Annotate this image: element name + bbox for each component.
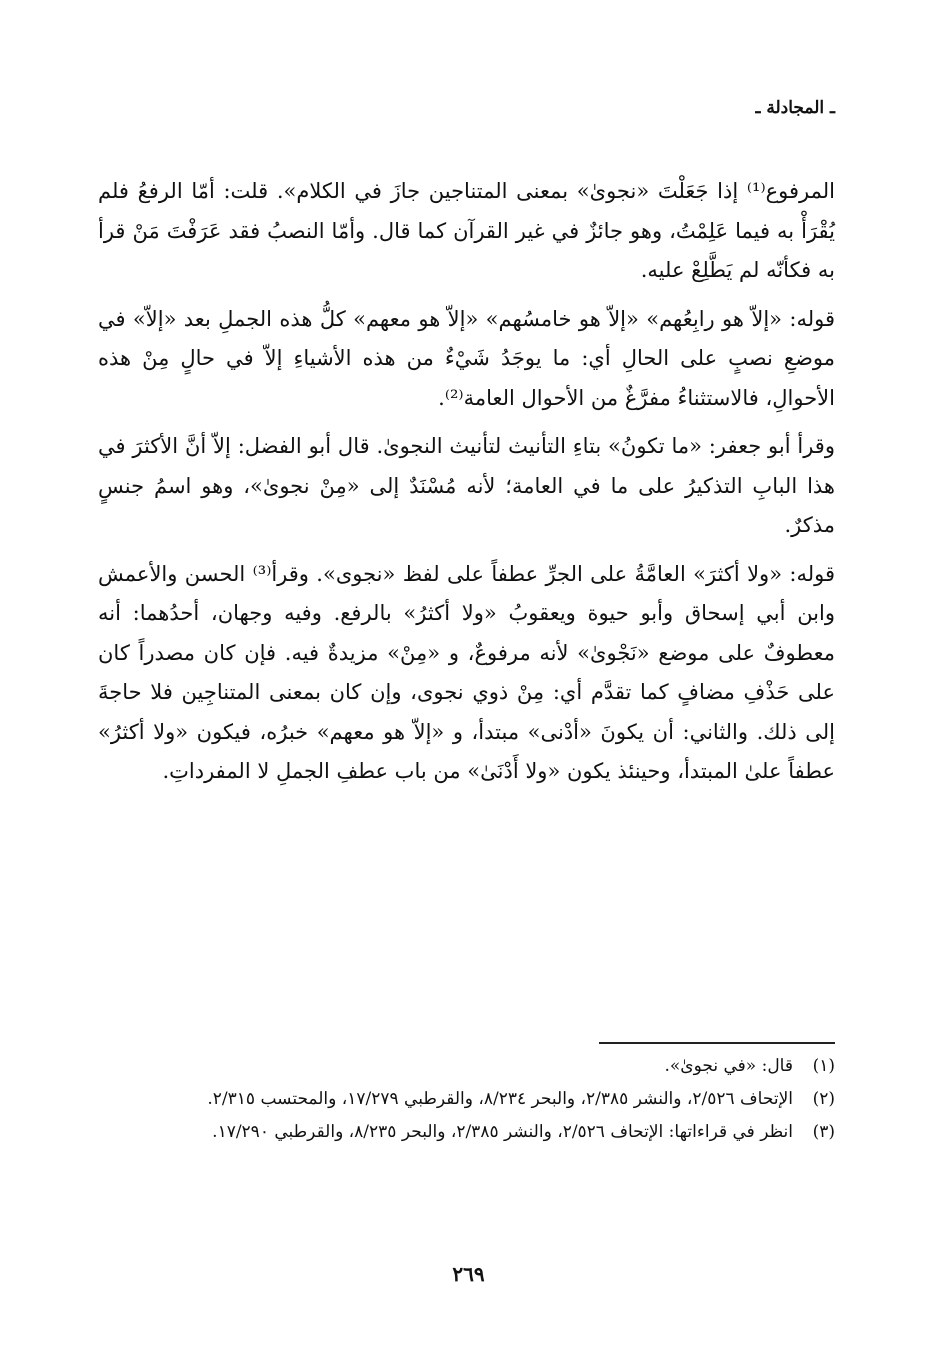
main-text <box>98 172 835 792</box>
footnote-item <box>98 1116 835 1149</box>
paragraph: قوله: «ولا أكثرَ» العامَّةُ على الجرِّ عطفاً على لفظ «نجوى». وقرأ⁽³⁾ الحسن والأعمش وابن أبي إسحاق وأبو حيوة ويعقوبُ «ولا أكثرُ» بالرفع. وفيه وجهان، أحدُهما: أنه معطوفٌ على موضع «نَجْوىٰ» لأنه مرفوعٌ، و «مِنْ» مزيدةٌ فيه. فإن كان مصدراً كان على حَذْفِ مضافٍ كما تقدَّم أي: مِنْ ذوي نجوى، وإن كان بمعنى المتناجِين فلا حاجةَ إلى ذلك. والثاني: أن يكونَ «أدْنى» مبتدأ، و «إلاّ هو معهم» خبرُه، فيكون «ولا أكثرُ» عطفاً علىٰ المبتدأ، وحينئذ يكون «ولا أَدْنَىٰ» من باب عطفِ الجملِ لا المفرداتِ. <box>98 561 836 783</box>
footnote-number: (٣) <box>812 1122 835 1142</box>
footnote-item <box>98 1050 835 1083</box>
footnote-number: (١) <box>812 1056 835 1076</box>
paragraph: وقرأ أبو جعفر: «ما تكونُ» بتاءِ التأنيث لتأنيث النجوىٰ. قال أبو الفضل: إلاّ أنَّ الأكثرَ في هذا البابِ التذكيرُ على ما في العامة؛ لأنه مُسْنَدٌ إلى «مِنْ نجوىٰ»، وهو اسمُ جنسٍ مذكرٌ. <box>98 434 835 537</box>
footnote-text: انظر في قراءاتها: الإتحاف ٢/٥٢٦، والنشر ٢/٣٨٥، والبحر ٨/٢٣٥، والقرطبي ١٧/٢٩٠. <box>212 1122 793 1142</box>
paragraph: المرفوع⁽¹⁾ إذا جَعَلْتَ «نجوىٰ» بمعنى المتناجين جازَ في الكلام». قلت: أمّا الرفعُ فلم يُقْرَأْ به فيما عَلِمْتُ، وهو جائزٌ في غير القرآن كما قال. وأمّا النصبُ فقد عَرَفْتَ مَنْ قرأ به فكأنّه لم يَطَّلِعْ عليه. <box>98 179 835 282</box>
footnote-text: الإتحاف ٢/٥٢٦، والنشر ٢/٣٨٥، والبحر ٨/٢٣٤، والقرطبي ١٧/٢٧٩، والمحتسب ٢/٣١٥. <box>207 1089 793 1109</box>
footnote-number: (٢) <box>812 1089 835 1109</box>
paragraph: قوله: «إلاّ هو رابِعُهم» «إلاّ هو خامسُهم» «إلاّ هو معهم» كلُّ هذه الجملِ بعد «إلاّ» في موضعِ نصبٍ على الحالِ أي: ما يوجَدُ شَيْءٌ من هذه الأشياءِ إلاّ في حالٍ مِنْ هذه الأحوالِ، فالاستثناءُ مفرَّغٌ من الأحوال العامة⁽²⁾. <box>98 306 835 410</box>
running-head: ـ المجادلة ـ <box>755 98 835 118</box>
footnote-text: قال: «في نجوىٰ». <box>664 1056 793 1076</box>
footnote-item <box>98 1083 835 1116</box>
footnotes <box>98 1050 835 1149</box>
footnote-separator <box>599 1042 835 1044</box>
page-number: ٢٦٩ <box>452 1262 485 1286</box>
